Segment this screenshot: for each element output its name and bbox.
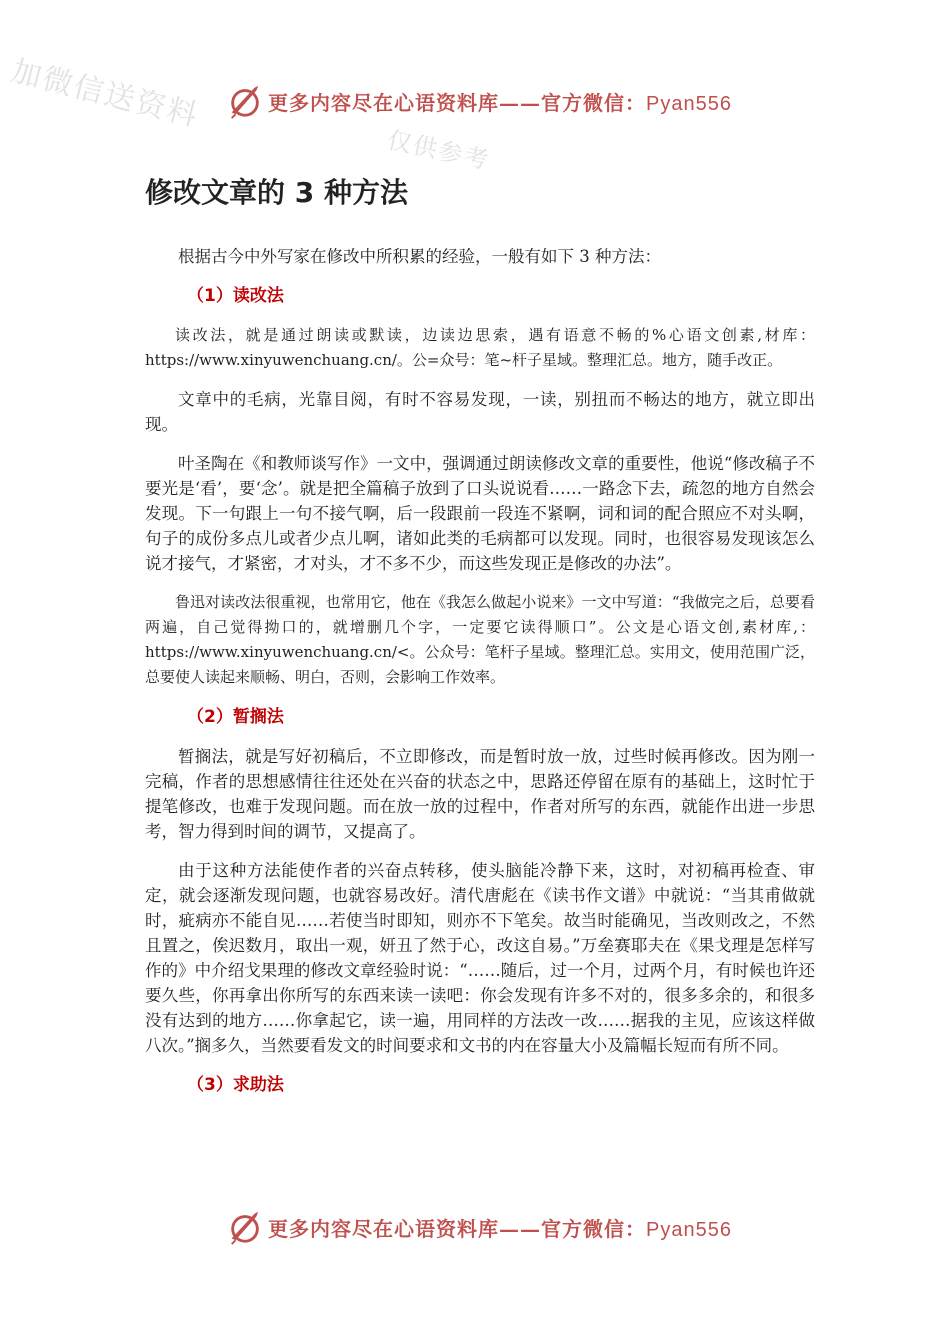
quill-logo-icon [226, 1208, 264, 1246]
paragraph: 文章中的毛病，光靠目阅，有时不容易发现，一读，别扭而不畅达的地方，就立即出现。 [145, 390, 815, 434]
header-banner [226, 80, 732, 122]
paragraph: 由于这种方法能使作者的兴奋点转移，使头脑能冷静下来，这时，对初稿再检查、审定，就会逐渐发现问题，也就容易改好。清代唐彪在《读书作文谱》中就说：“当其甫做就时，疵病亦不能自见……若使当时即知，则亦不下笔矣。故当时能确见，当改则改之，不然且置之，俟迟数月，取出一观，妍丑了然于心，改这自易。”万垒赛耶夫在《果戈理是怎样写作的》中介绍戈果理的修改文章经验时说：“……随后，过一个月，过两个月，有时候也许还要久些，你再拿出你所写的东西来读一读吧：你会发现有许多不对的，很多多余的，和很多没有达到的地方……你拿起它，读一遍，用同样的方法改一改……据我的主见，应该这样做八次。”搁多久，当然要看发文的时间要求和文书的内在容量大小及篇幅长短而有所不同。 [145, 861, 815, 1055]
footer-banner [226, 1206, 732, 1248]
article-intro: 根据古今中外写家在修改中所积累的经验，一般有如下 3 种方法： [178, 247, 661, 266]
section-heading-read: （1）读改法 [187, 286, 284, 306]
paragraph: 鲁迅对读改法很重视，也常用它，他在《我怎么做起小说来》一文中写道：“我做完之后，总要看两遍，自己觉得拗口的，就增删几个字，一定要它读得顺口”。公文是心语文创,素材库,：https://www.xinyuwenchuang.cn/<。公众号：笔杆子星域。整理汇总。实用文，使用范围广泛，总要使人读起来顺畅、明白，否则，会影响工作效率。 [145, 593, 815, 686]
article [145, 170, 815, 1112]
watermark-secondary: 仅供参考 [384, 125, 493, 175]
watermark-primary: 加微信送资料 [7, 53, 203, 135]
header-banner-id: Pyan556 [646, 92, 732, 115]
section-heading-help: （3）求助法 [187, 1075, 284, 1095]
footer-banner-id: Pyan556 [646, 1218, 732, 1241]
paragraph: 读改法，就是通过朗读或默读，边读边思索，遇有语意不畅的%心语文创素,材库：https://www.xinyuwenchuang.cn/。公=众号：笔~杆子星域。整理汇总。地方，随手改正。 [145, 326, 815, 369]
footer-banner-label: 更多内容尽在心语资料库——官方微信： [268, 1216, 646, 1241]
paragraph: 叶圣陶在《和教师谈写作》一文中，强调通过朗读修改文章的重要性，他说“修改稿子不要光是‘看’，要‘念’。就是把全篇稿子放到了口头说说看……一路念下去，疏忽的地方自然会发现。下一句跟上一句不接气啊，后一段跟前一段连不紧啊，词和词的配合照应不对头啊，句子的成份多点儿或者少点儿啊，诸如此类的毛病都可以发现。同时，也很容易发现该怎么说才接气，才紧密，才对头，才不多不少，而这些发现正是修改的办法”。 [145, 454, 815, 573]
header-banner-label: 更多内容尽在心语资料库——官方微信： [268, 90, 646, 115]
section-heading-shelve: （2）暂搁法 [187, 707, 284, 727]
footer-banner-text [268, 1213, 732, 1242]
paragraph: 暂搁法，就是写好初稿后，不立即修改，而是暂时放一放，过些时候再修改。因为刚一完稿，作者的思想感情往往还处在兴奋的状态之中，思路还停留在原有的基础上，这时忙于提笔修改，也难于发现问题。而在放一放的过程中，作者对所写的东西，就能作出进一步思考，智力得到时间的调节，又提高了。 [145, 747, 815, 841]
article-title: 修改文章的 3 种方法 [145, 176, 408, 209]
quill-logo-icon [226, 82, 264, 120]
header-banner-text [268, 87, 732, 116]
